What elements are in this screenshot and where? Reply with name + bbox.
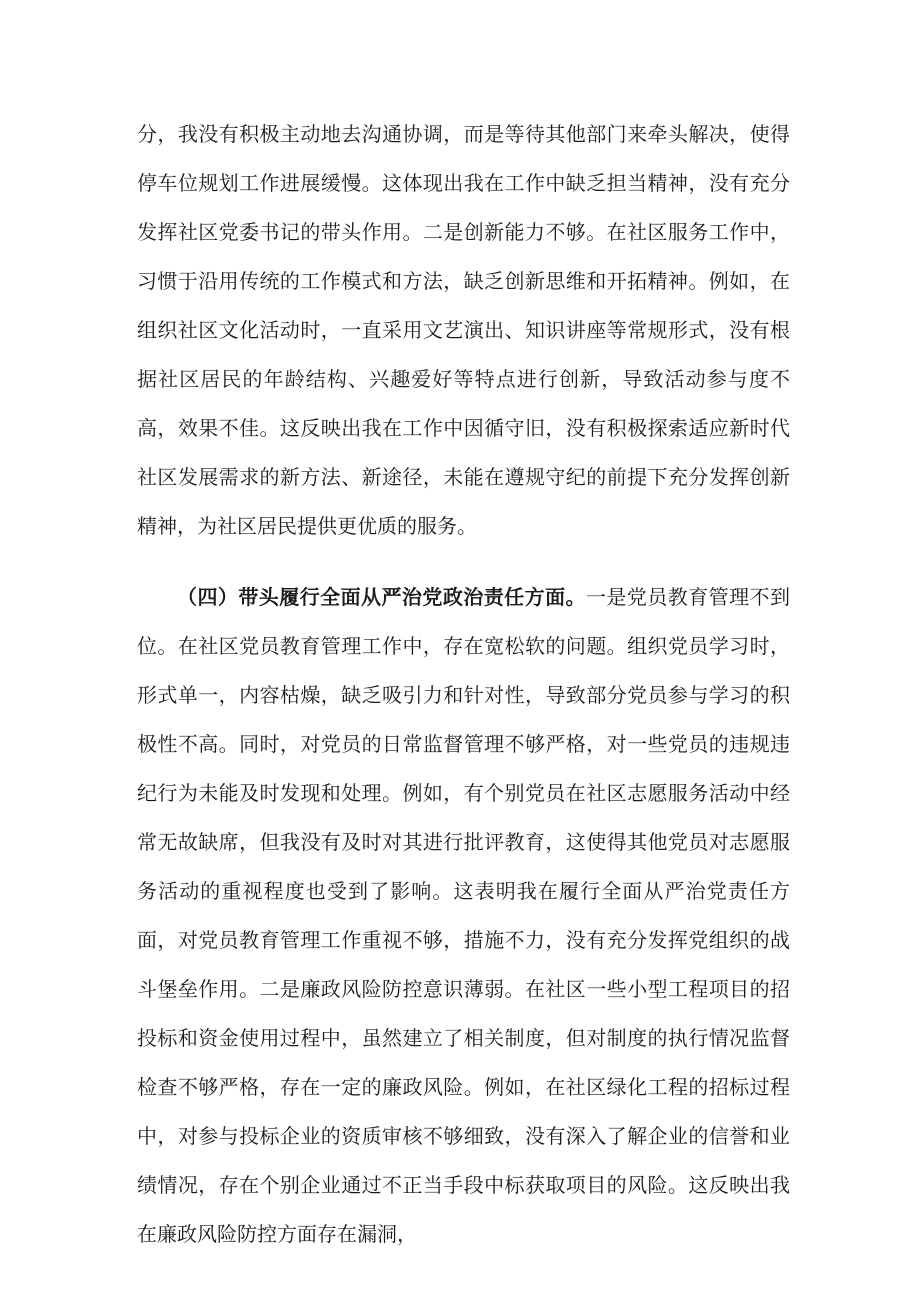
section-body: 一是党员教育管理不到位。在社区党员教育管理工作中，存在宽松软的问题。组织党员学习时，形式单一，内容枯燥，缺乏吸引力和针对性，导致部分党员参与学习的积极性不高。同时，对党员的日常监督管理不够严格，对一些党员的违规违纪行为未能及时发现和处理。例如，有个别党员在社区志愿服务活动中经常无故缺席，但我没有及时对其进行批评教育，这使得其他党员对志愿服务活动的重视程度也受到了影响。这表明我在履行全面从严治党责任方面，对党员教育管理工作重视不够，措施不力，没有充分发挥党组织的战斗堡垒作用。二是廉政风险防控意识薄弱。在社区一些小型工程项目的招投标和资金使用过程中，虽然建立了相关制度，但对制度的执行情况监督检查不够严格，存在一定的廉政风险。例如，在社区绿化工程的招标过程中，对参与投标企业的资质审核不够细致，没有深入了解企业的信誉和业绩情况，存在个别企业通过不正当手段中标获取项目的风险。这反映出我在廉政风险防控方面存在漏洞， [137, 585, 791, 1246]
paragraph-section-four [137, 573, 790, 1259]
document-body [137, 110, 790, 1259]
section-heading: （四）带头履行全面从严治党政治责任方面。 [177, 585, 586, 609]
paragraph-continuation: 分，我没有积极主动地去沟通协调，而是等待其他部门来牵头解决，使得停车位规划工作进展缓慢。这体现出我在工作中缺乏担当精神，没有充分发挥社区党委书记的带头作用。二是创新能力不够。在社区服务工作中，习惯于沿用传统的工作模式和方法，缺乏创新思维和开拓精神。例如，在组织社区文化活动时，一直采用文艺演出、知识讲座等常规形式，没有根据社区居民的年龄结构、兴趣爱好等特点进行创新，导致活动参与度不高，效果不佳。这反映出我在工作中因循守旧，没有积极探索适应新时代社区发展需求的新方法、新途径，未能在遵规守纪的前提下充分发挥创新精神，为社区居民提供更优质的服务。 [137, 122, 790, 538]
